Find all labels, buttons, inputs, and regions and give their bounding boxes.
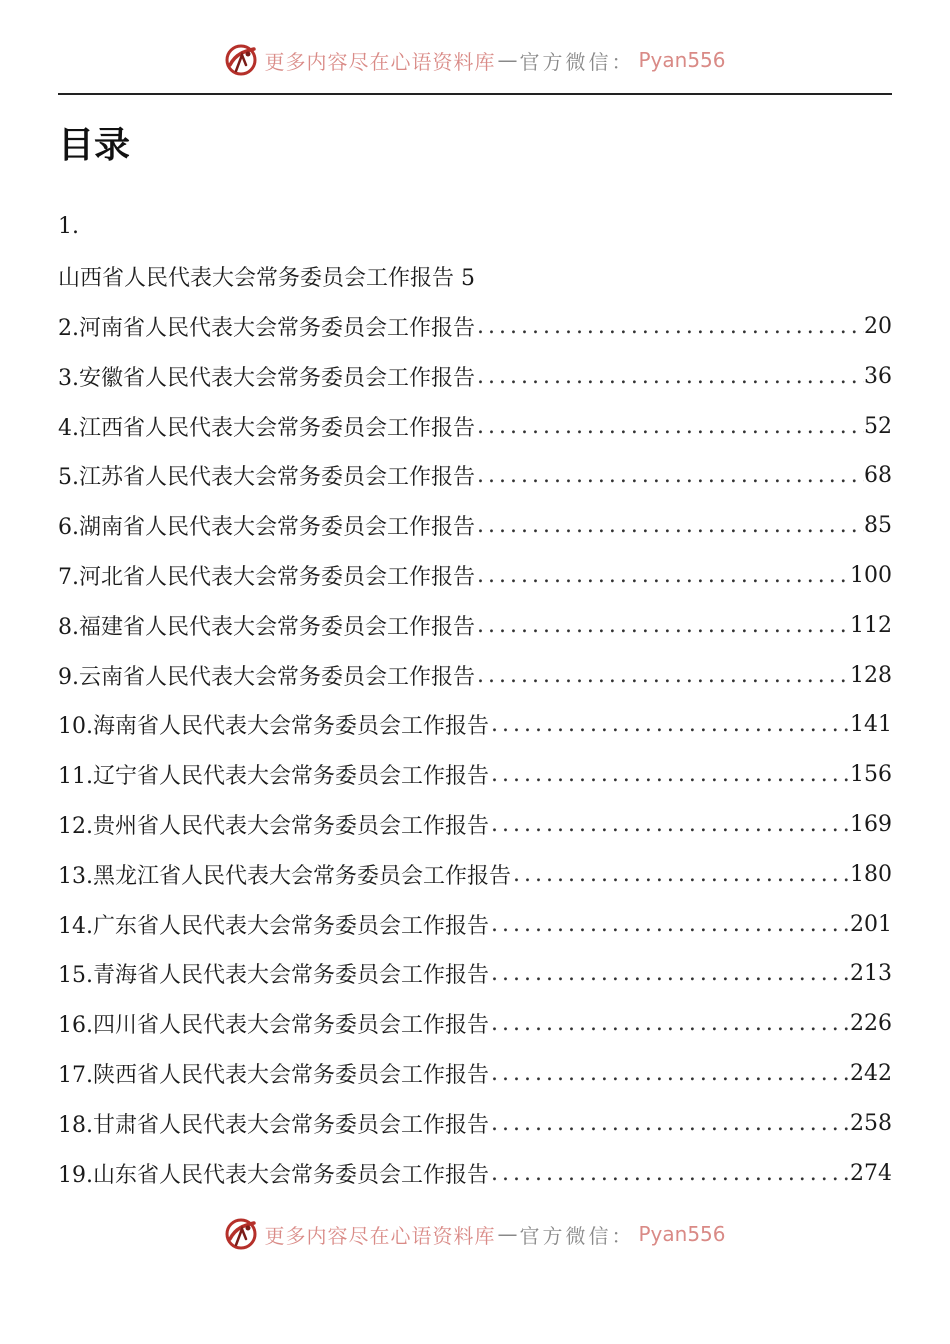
toc-dot-leader bbox=[489, 812, 850, 837]
toc-entry-title: 14.广东省人民代表大会常务委员会工作报告 bbox=[58, 913, 489, 939]
toc-dot-leader bbox=[475, 364, 864, 389]
toc-first-number: 1. bbox=[58, 214, 79, 240]
toc-dot-leader bbox=[475, 414, 864, 439]
toc-entry[interactable] bbox=[58, 650, 892, 700]
toc-entry-title: 7.河北省人民代表大会常务委员会工作报告 bbox=[58, 564, 475, 590]
table-of-contents bbox=[58, 202, 892, 1198]
toc-entry-title: 10.海南省人民代表大会常务委员会工作报告 bbox=[58, 714, 489, 740]
brand-logo-icon bbox=[224, 43, 258, 77]
toc-entry-page: 274 bbox=[850, 1160, 892, 1186]
toc-entry-title: 13.黑龙江省人民代表大会常务委员会工作报告 bbox=[58, 863, 511, 889]
toc-entry-title: 11.辽宁省人民代表大会常务委员会工作报告 bbox=[58, 764, 489, 790]
banner-wechat-label: 官方微信： bbox=[519, 1223, 635, 1248]
toc-entry-page: 201 bbox=[850, 911, 892, 937]
toc-entry[interactable] bbox=[58, 800, 892, 850]
toc-dot-leader bbox=[489, 1161, 850, 1186]
toc-entry[interactable] bbox=[58, 600, 892, 650]
toc-entry-title: 4.江西省人民代表大会常务委员会工作报告 bbox=[58, 415, 475, 441]
toc-dot-leader bbox=[489, 762, 850, 787]
toc-entry[interactable] bbox=[58, 1148, 892, 1198]
toc-entry-page: 100 bbox=[850, 562, 892, 588]
toc-entry-title: 18.甘肃省人民代表大会常务委员会工作报告 bbox=[58, 1112, 489, 1138]
toc-entry-page: 169 bbox=[850, 811, 892, 837]
toc-entry-title: 19.山东省人民代表大会常务委员会工作报告 bbox=[58, 1162, 489, 1188]
toc-entries bbox=[58, 302, 892, 1198]
toc-entry-title: 6.湖南省人民代表大会常务委员会工作报告 bbox=[58, 515, 475, 541]
toc-dot-leader bbox=[475, 314, 864, 339]
toc-entry-page: 258 bbox=[850, 1110, 892, 1136]
banner-wechat-label: 官方微信： bbox=[519, 49, 635, 74]
toc-dot-leader bbox=[489, 1111, 850, 1136]
toc-entry-title: 16.四川省人民代表大会常务委员会工作报告 bbox=[58, 1013, 489, 1039]
page-title: 目录 bbox=[58, 125, 131, 166]
toc-entry-title: 8.福建省人民代表大会常务委员会工作报告 bbox=[58, 614, 475, 640]
toc-entry[interactable] bbox=[58, 1098, 892, 1148]
banner-separator: — bbox=[497, 1222, 518, 1246]
toc-entry[interactable] bbox=[58, 351, 892, 401]
toc-entry-title: 15.青海省人民代表大会常务委员会工作报告 bbox=[58, 963, 489, 989]
toc-dot-leader bbox=[489, 912, 850, 937]
toc-dot-leader bbox=[475, 613, 850, 638]
toc-entry[interactable] bbox=[58, 401, 892, 451]
toc-entry[interactable] bbox=[58, 451, 892, 501]
toc-dot-leader bbox=[475, 463, 864, 488]
banner-brand-text: 更多内容尽在心语资料库 bbox=[264, 1223, 496, 1248]
banner-wechat-id: Pyan556 bbox=[638, 48, 726, 72]
banner-brand-text: 更多内容尽在心语资料库 bbox=[264, 49, 496, 74]
toc-first-title[interactable]: 山西省人民代表大会常务委员会工作报告 5 bbox=[58, 266, 475, 292]
toc-entry-page: 85 bbox=[864, 513, 892, 539]
toc-entry-page: 52 bbox=[864, 413, 892, 439]
toc-entry[interactable] bbox=[58, 750, 892, 800]
banner-wechat-id: Pyan556 bbox=[638, 1222, 726, 1246]
brand-logo-icon bbox=[224, 1217, 258, 1251]
toc-dot-leader bbox=[489, 961, 850, 986]
toc-dot-leader bbox=[489, 1011, 850, 1036]
toc-entry[interactable] bbox=[58, 899, 892, 949]
toc-entry[interactable] bbox=[58, 551, 892, 601]
toc-entry-page: 36 bbox=[864, 363, 892, 389]
toc-entry[interactable] bbox=[58, 849, 892, 899]
toc-entry-page: 128 bbox=[850, 662, 892, 688]
header-divider bbox=[58, 93, 892, 95]
toc-entry-title: 3.安徽省人民代表大会常务委员会工作报告 bbox=[58, 365, 475, 391]
banner-separator: — bbox=[497, 48, 518, 72]
toc-entry-page: 68 bbox=[864, 463, 892, 489]
footer-banner bbox=[0, 1212, 950, 1256]
toc-entry[interactable] bbox=[58, 1049, 892, 1099]
toc-entry-title: 5.江苏省人民代表大会常务委员会工作报告 bbox=[58, 465, 475, 491]
toc-dot-leader bbox=[475, 563, 850, 588]
toc-entry-page: 141 bbox=[850, 712, 892, 738]
toc-dot-leader bbox=[475, 513, 864, 538]
toc-dot-leader bbox=[511, 862, 850, 887]
header-banner bbox=[0, 38, 950, 82]
toc-entry-page: 180 bbox=[850, 861, 892, 887]
toc-entry-page: 156 bbox=[850, 762, 892, 788]
toc-entry[interactable] bbox=[58, 501, 892, 551]
toc-entry[interactable] bbox=[58, 949, 892, 999]
toc-entry-page: 20 bbox=[864, 313, 892, 339]
toc-entry-page: 242 bbox=[850, 1060, 892, 1086]
toc-entry-page: 112 bbox=[850, 612, 892, 638]
toc-entry-title: 9.云南省人民代表大会常务委员会工作报告 bbox=[58, 664, 475, 690]
toc-entry-title: 2.河南省人民代表大会常务委员会工作报告 bbox=[58, 315, 475, 341]
toc-entry-page: 213 bbox=[850, 961, 892, 987]
toc-dot-leader bbox=[475, 663, 850, 688]
toc-entry-page: 226 bbox=[850, 1011, 892, 1037]
toc-dot-leader bbox=[489, 1061, 850, 1086]
toc-entry[interactable] bbox=[58, 302, 892, 352]
toc-dot-leader bbox=[489, 712, 850, 737]
toc-entry-title: 17.陕西省人民代表大会常务委员会工作报告 bbox=[58, 1062, 489, 1088]
toc-entry[interactable] bbox=[58, 700, 892, 750]
toc-entry[interactable] bbox=[58, 999, 892, 1049]
toc-entry-title: 12.贵州省人民代表大会常务委员会工作报告 bbox=[58, 813, 489, 839]
